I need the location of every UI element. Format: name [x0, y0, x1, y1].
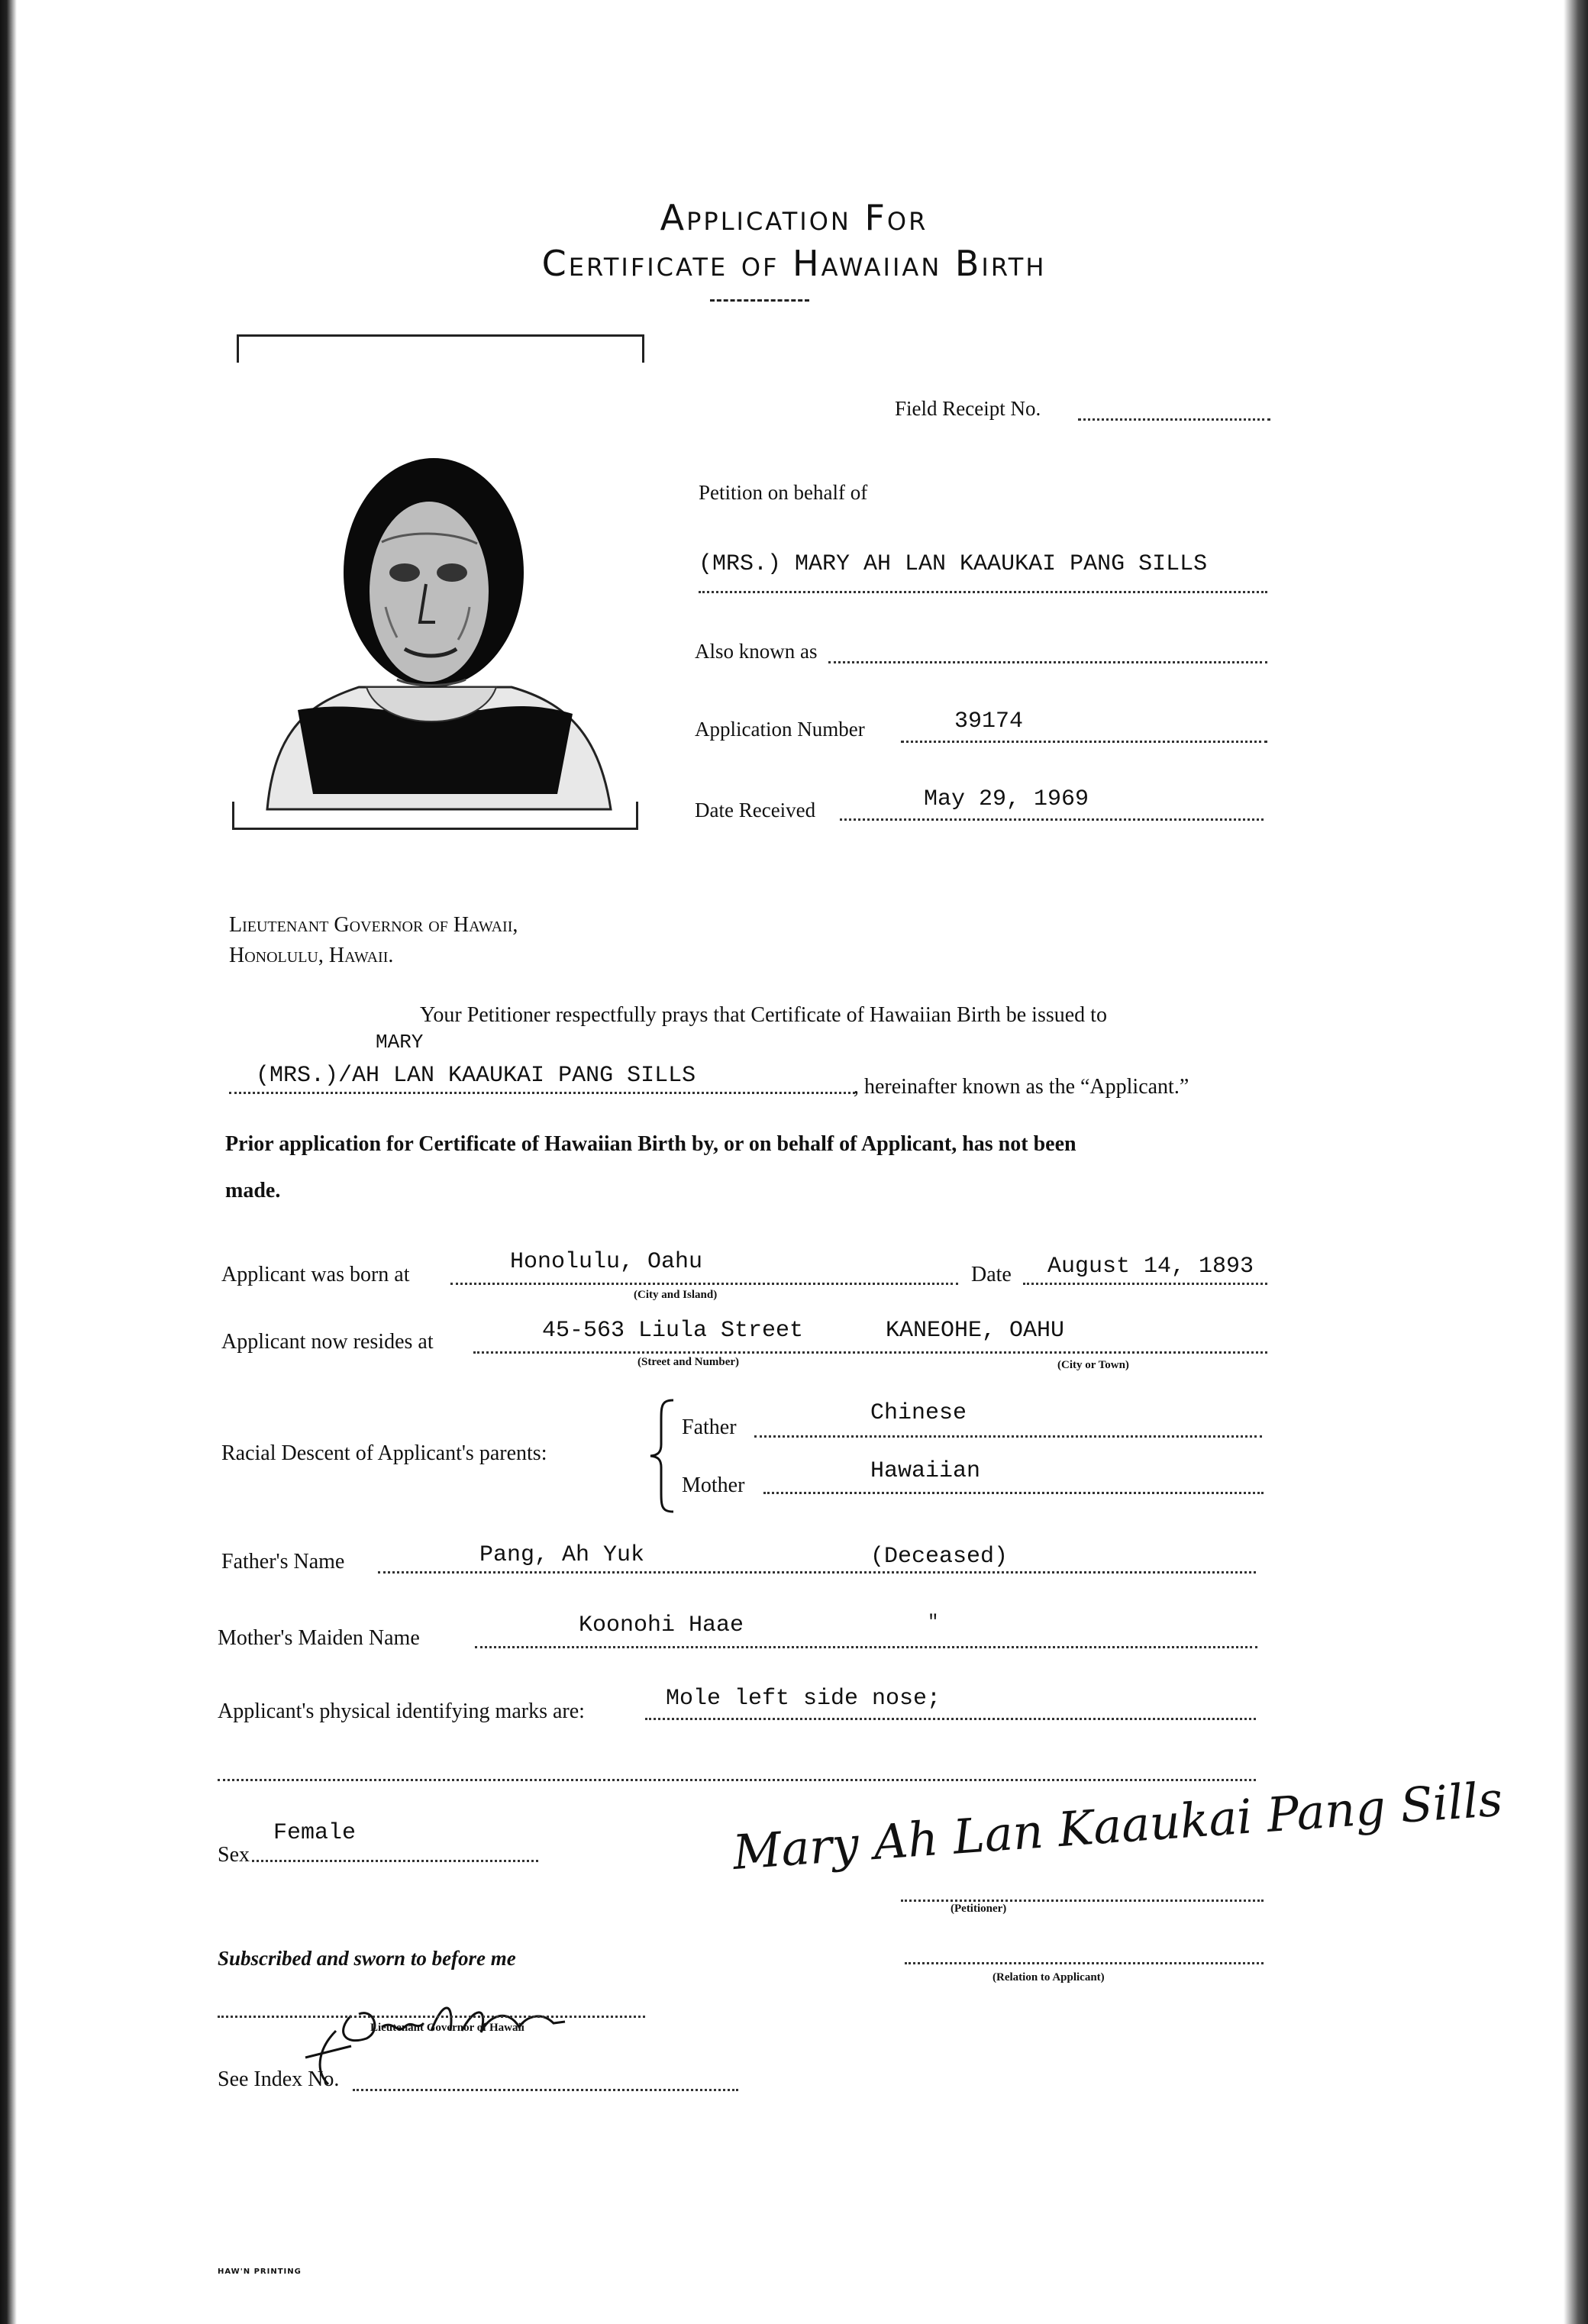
- subscribed-text: Subscribed and sworn to before me: [218, 1947, 516, 1970]
- mother-race: Hawaiian: [870, 1458, 981, 1484]
- printer-mark: HAW'N PRINTING: [218, 2268, 302, 2276]
- fathers-name-value: Pang, Ah Yuk: [479, 1542, 645, 1568]
- photo-frame-top: [237, 334, 644, 363]
- application-number-value: 39174: [954, 708, 1024, 734]
- field-receipt-line: [1078, 418, 1270, 421]
- mothers-name-note: ": [928, 1612, 939, 1633]
- marks-label: Applicant's physical identifying marks are:: [218, 1699, 585, 1723]
- scan-edge-shadow: [0, 0, 17, 2324]
- marks-line: [645, 1718, 1256, 1720]
- father-race-line: [754, 1435, 1262, 1438]
- mothers-name-value: Koonohi Haae: [579, 1612, 744, 1638]
- fathers-name-line: [378, 1571, 1256, 1574]
- father-race: Chinese: [870, 1400, 967, 1426]
- resides-city-caption: (City or Town): [1057, 1359, 1129, 1371]
- fathers-name-note: (Deceased): [870, 1544, 1009, 1570]
- date-received-line: [840, 818, 1264, 821]
- mothers-name-line: [475, 1646, 1257, 1648]
- resides-line: [473, 1351, 1267, 1354]
- born-place-line: [450, 1283, 958, 1285]
- relation-line: [905, 1962, 1264, 1964]
- fathers-name-label: Father's Name: [221, 1550, 345, 1574]
- prayer-text: Your Petitioner respectfully prays that Certificate of Hawaiian Birth be issued to: [420, 1003, 1107, 1027]
- field-receipt-label: Field Receipt No.: [895, 397, 1041, 420]
- relation-caption: (Relation to Applicant): [992, 1971, 1105, 1983]
- application-number-label: Application Number: [695, 718, 865, 741]
- addressee-line1: Lieutenant Governor of Hawaii,: [229, 913, 518, 937]
- mother-race-line: [763, 1492, 1264, 1494]
- resides-street-caption: (Street and Number): [637, 1356, 740, 1368]
- petition-label: Petition on behalf of: [699, 481, 868, 504]
- born-place-caption: (City and Island): [634, 1289, 718, 1301]
- resides-label: Applicant now resides at: [221, 1330, 434, 1354]
- born-date-label: Date: [971, 1263, 1012, 1286]
- addressee-line2: Honolulu, Hawaii.: [229, 944, 394, 967]
- lt-governor-line: [218, 2016, 645, 2018]
- applicant-name-insert: MARY: [376, 1031, 424, 1054]
- petition-name: (MRS.) MARY AH LAN KAAUKAI PANG SILLS: [699, 551, 1208, 577]
- applicant-photo: [252, 458, 618, 817]
- document-title-line1: Application For: [660, 197, 928, 238]
- lt-governor-caption: Lieutenant Governor of Hawaii: [370, 2022, 524, 2034]
- prior-application-line1: Prior application for Certificate of Hawaiian Birth by, or on behalf of Applicant, has not been: [225, 1132, 1076, 1156]
- document-title-line2: Certificate of Hawaiian Birth: [541, 243, 1047, 284]
- see-index-line: [353, 2089, 738, 2091]
- mother-label: Mother: [682, 1473, 745, 1497]
- application-number-line: [901, 741, 1267, 743]
- father-label: Father: [682, 1415, 737, 1439]
- also-known-label: Also known as: [695, 640, 818, 663]
- resides-city: KANEOHE, OAHU: [886, 1318, 1065, 1344]
- sex-label: Sex: [218, 1843, 250, 1867]
- petitioner-caption: (Petitioner): [951, 1903, 1007, 1915]
- applicant-name: (MRS.)/AH LAN KAAUKAI PANG SILLS: [256, 1063, 696, 1089]
- date-received-value: May 29, 1969: [924, 786, 1089, 812]
- racial-label: Racial Descent of Applicant's parents:: [221, 1441, 547, 1465]
- also-known-line: [828, 661, 1267, 663]
- born-label: Applicant was born at: [221, 1263, 410, 1286]
- petition-line: [699, 591, 1267, 593]
- mothers-name-label: Mother's Maiden Name: [218, 1626, 420, 1650]
- hereinafter-text: , hereinafter known as the “Applicant.”: [854, 1075, 1189, 1099]
- sex-line: [252, 1860, 538, 1862]
- petitioner-line: [901, 1900, 1264, 1902]
- petitioner-signature: Mary Ah Lan Kaaukai Pang Sills: [731, 1770, 1505, 1880]
- marks-value: Mole left side nose;: [666, 1686, 941, 1712]
- date-received-label: Date Received: [695, 799, 816, 821]
- born-date: August 14, 1893: [1047, 1254, 1254, 1280]
- born-date-line: [1023, 1283, 1267, 1285]
- applicant-name-line: [229, 1092, 855, 1094]
- lt-governor-signature: [290, 1985, 657, 2092]
- sex-value: Female: [273, 1820, 357, 1846]
- marks-line-2: [218, 1779, 1256, 1781]
- scan-edge-right: [1564, 0, 1588, 2324]
- title-rule: [710, 299, 809, 302]
- see-index-label: See Index No.: [218, 2067, 340, 2091]
- prior-application-line2: made.: [225, 1179, 281, 1202]
- racial-brace: [647, 1399, 678, 1513]
- born-place: Honolulu, Oahu: [510, 1249, 703, 1275]
- resides-street: 45-563 Liula Street: [542, 1318, 804, 1344]
